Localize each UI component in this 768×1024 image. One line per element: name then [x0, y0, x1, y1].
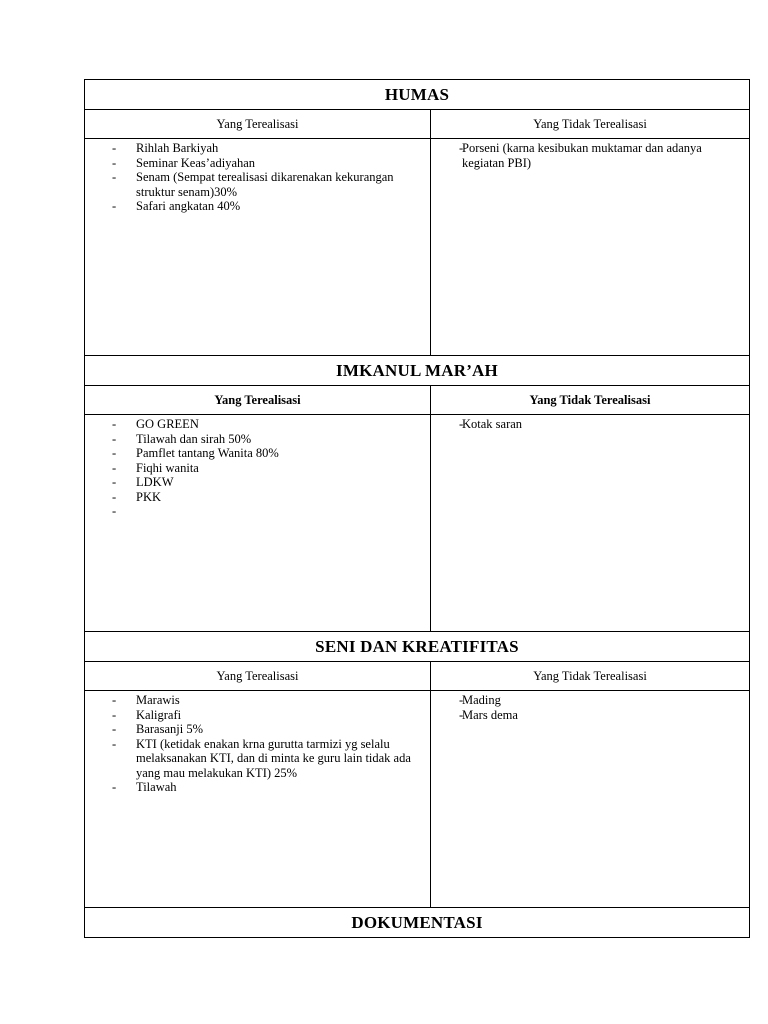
realized-header: Yang Terealisasi	[85, 110, 431, 139]
item-text: Pamflet tantang Wanita 80%	[136, 446, 279, 460]
realized-item	[91, 504, 424, 519]
unrealized-header: Yang Tidak Terealisasi	[431, 110, 750, 139]
item-text: KTI (ketidak enakan krna gurutta tarmizi yg selalu melaksanakan KTI, dan di minta ke guru lain tidak ada yang mau melakukan KTI) 25%	[136, 736, 411, 780]
column-header-row	[85, 110, 750, 139]
list-bullet: -	[112, 446, 117, 460]
item-text: Marawis	[136, 693, 180, 707]
section-title-row	[85, 80, 750, 110]
item-text: Porseni (karna kesibukan muktamar dan adanya kegiatan PBI)	[462, 141, 702, 170]
item-text: GO GREEN	[136, 417, 199, 431]
realized-item	[91, 737, 424, 781]
section-title: HUMAS	[85, 80, 750, 110]
item-list	[431, 691, 749, 722]
column-header-row	[85, 386, 750, 415]
unrealized-item	[437, 417, 743, 432]
list-bullet: -	[112, 141, 117, 155]
list-bullet: -	[112, 504, 117, 518]
realized-item	[91, 693, 424, 708]
item-list	[85, 415, 430, 519]
item-text: Tilawah dan sirah 50%	[136, 431, 252, 446]
list-bullet: -	[112, 707, 117, 722]
report-body	[85, 80, 750, 938]
unrealized-items-cell	[431, 139, 750, 356]
item-text: LDKW	[136, 475, 174, 489]
column-header-row	[85, 662, 750, 691]
list-bullet: -	[112, 431, 117, 446]
realized-items-cell	[85, 691, 431, 908]
section-title-row	[85, 908, 750, 938]
realized-item	[91, 199, 424, 214]
list-bullet: -	[112, 475, 117, 489]
item-text: Kotak saran	[462, 417, 523, 431]
realized-item	[91, 490, 424, 505]
realized-header: Yang Terealisasi	[85, 386, 431, 415]
list-bullet: -	[112, 199, 117, 213]
list-bullet: -	[112, 417, 117, 431]
unrealized-item	[437, 141, 743, 170]
list-bullet: -	[112, 155, 117, 170]
realized-item	[91, 722, 424, 737]
item-text: PKK	[136, 489, 162, 504]
item-list	[85, 691, 430, 795]
item-text: Mars dema	[462, 707, 518, 722]
item-list	[431, 139, 749, 170]
realized-items-cell	[85, 415, 431, 632]
item-text: Kaligrafi	[136, 707, 182, 722]
realized-item	[91, 708, 424, 723]
section-title-row	[85, 356, 750, 386]
list-bullet: -	[459, 141, 464, 155]
list-bullet: -	[112, 780, 117, 794]
list-bullet: -	[112, 460, 117, 475]
realized-item	[91, 417, 424, 432]
item-text: Mading	[462, 693, 501, 707]
items-row	[85, 139, 750, 356]
item-text: Rihlah Barkiyah	[136, 141, 219, 155]
unrealized-header: Yang Tidak Terealisasi	[431, 662, 750, 691]
unrealized-items-cell	[431, 415, 750, 632]
realized-item	[91, 156, 424, 171]
list-bullet: -	[112, 736, 117, 751]
unrealized-item	[437, 693, 743, 708]
unrealized-header: Yang Tidak Terealisasi	[431, 386, 750, 415]
list-bullet: -	[112, 693, 117, 707]
items-row	[85, 415, 750, 632]
list-bullet: -	[112, 722, 117, 736]
item-text: Safari angkatan 40%	[136, 199, 241, 213]
realized-item	[91, 141, 424, 156]
item-text: Tilawah	[136, 780, 177, 794]
item-text: Fiqhi wanita	[136, 460, 199, 475]
unrealized-items-cell	[431, 691, 750, 908]
realized-items-cell	[85, 139, 431, 356]
list-bullet: -	[459, 693, 464, 707]
list-bullet: -	[459, 417, 464, 431]
items-row	[85, 691, 750, 908]
item-text: Seminar Keas’adiyahan	[136, 155, 256, 170]
unrealized-item	[437, 708, 743, 723]
item-text: Barasanji 5%	[136, 722, 203, 736]
item-list	[431, 415, 749, 432]
realized-item	[91, 446, 424, 461]
section-title-row	[85, 632, 750, 662]
realized-item	[91, 461, 424, 476]
section-title: IMKANUL MAR’AH	[85, 356, 750, 386]
realized-item	[91, 475, 424, 490]
section-title: SENI DAN KREATIFITAS	[85, 632, 750, 662]
realized-item	[91, 432, 424, 447]
item-list	[85, 139, 430, 214]
list-bullet: -	[112, 489, 117, 504]
list-bullet: -	[459, 707, 464, 722]
realized-item	[91, 780, 424, 795]
list-bullet: -	[112, 170, 117, 184]
final-section-title: DOKUMENTASI	[85, 908, 750, 938]
report-table	[84, 79, 750, 938]
realized-item	[91, 170, 424, 199]
realized-header: Yang Terealisasi	[85, 662, 431, 691]
item-text: Senam (Sempat terealisasi dikarenakan kekurangan struktur senam)30%	[136, 170, 394, 199]
